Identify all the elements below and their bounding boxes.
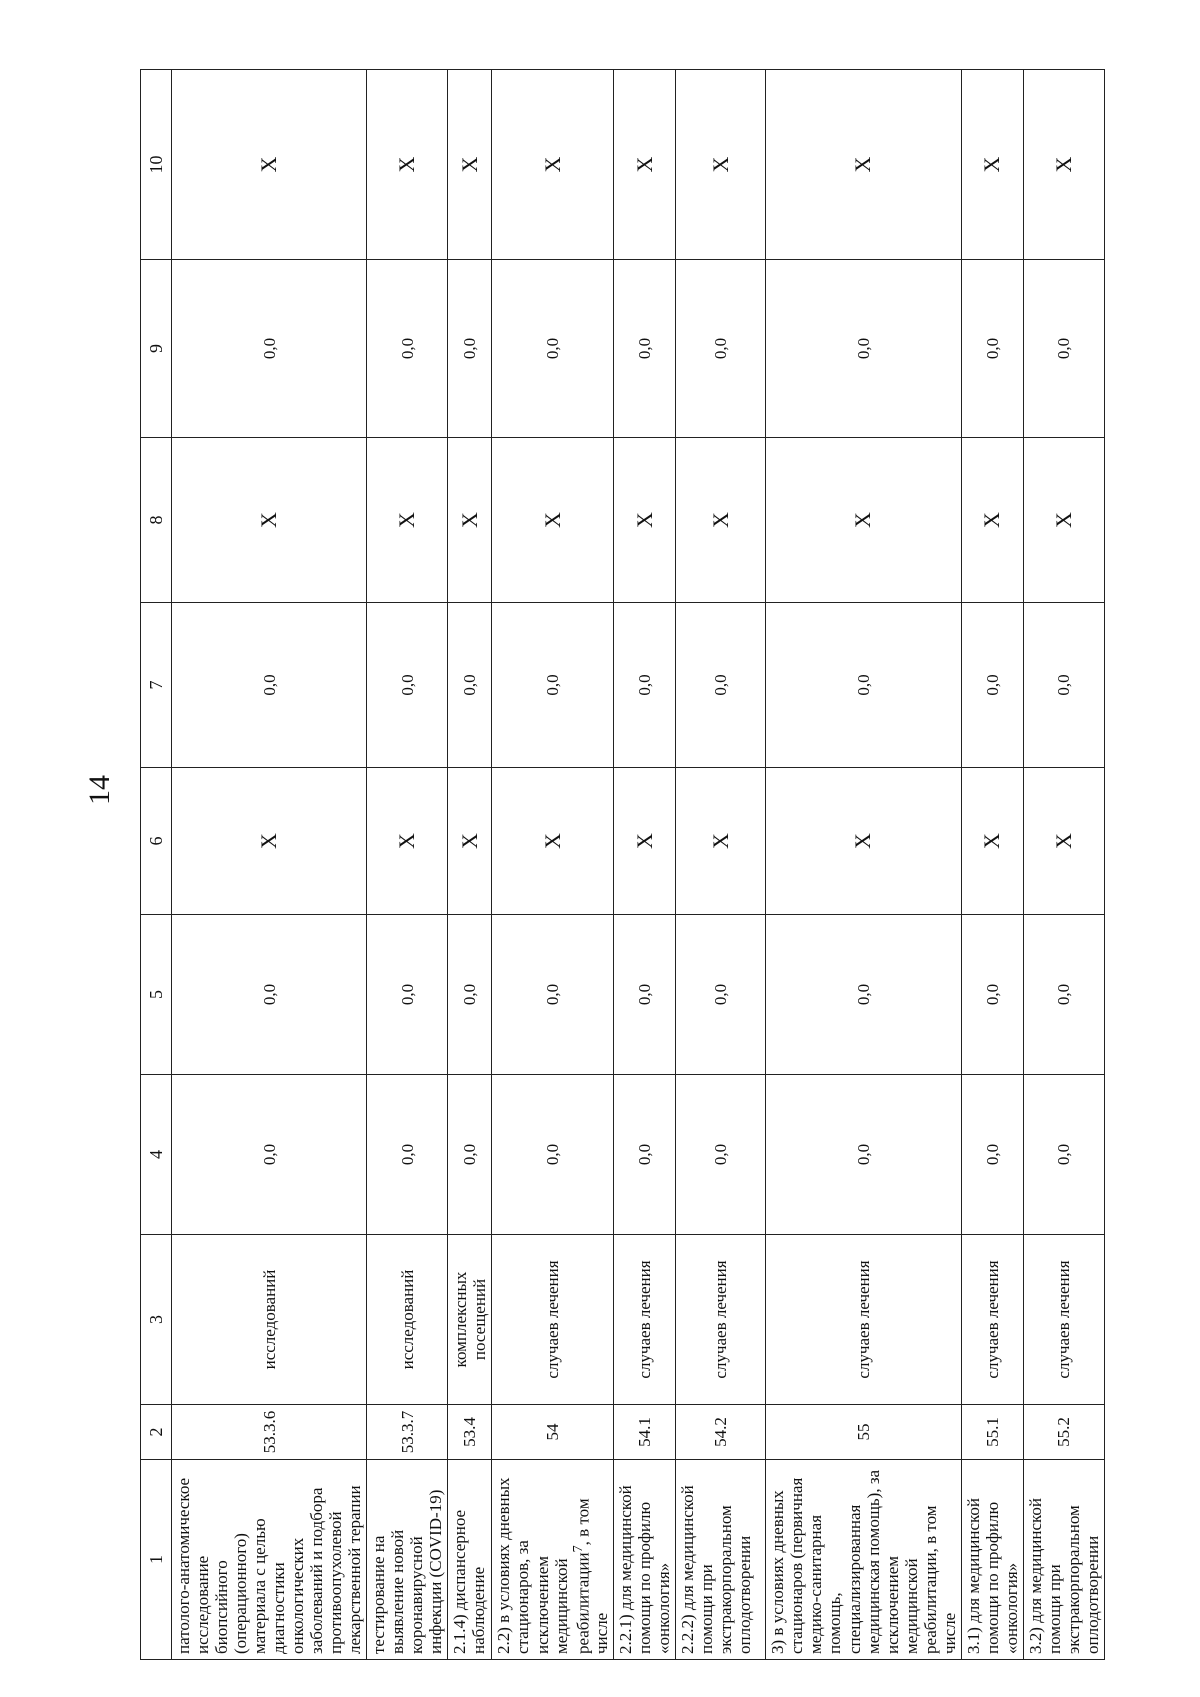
row-name-text: 2.1.4) диспансерное наблюдение	[450, 1509, 489, 1654]
value-col10: X	[614, 70, 676, 260]
row-code: 54	[492, 1405, 614, 1460]
page-number: 14	[83, 775, 116, 805]
column-number: 2	[141, 1405, 172, 1460]
row-code: 53.3.7	[367, 1405, 448, 1460]
row-name	[1023, 1460, 1104, 1660]
value-col7: 0,0	[766, 603, 961, 768]
table-row	[448, 70, 492, 1660]
row-name	[448, 1460, 492, 1660]
value-col9: 0,0	[676, 260, 766, 438]
row-name-text: 3.1) для медицинской помощи по профилю «онкология»	[963, 1497, 1021, 1654]
value-col4: 0,0	[367, 1075, 448, 1235]
value-col6: X	[172, 768, 367, 915]
value-col4: 0,0	[172, 1075, 367, 1235]
value-col6: X	[367, 768, 448, 915]
value-col7: 0,0	[1023, 603, 1104, 768]
value-col7: 0,0	[614, 603, 676, 768]
column-number: 4	[141, 1075, 172, 1235]
value-col6: X	[614, 768, 676, 915]
unit-of-measure: случаев лечения	[961, 1235, 1023, 1405]
data-table	[140, 69, 1105, 1660]
value-col6: X	[1023, 768, 1104, 915]
value-col9: 0,0	[448, 260, 492, 438]
row-name-text: 2.2.2) для медицинской помощи при экстракорпоральном оплодотворении	[678, 1485, 755, 1654]
row-name-text: тестирование на выявление новой коронавирусной инфекции (COVID-19)	[369, 1489, 446, 1654]
table-row	[367, 70, 448, 1660]
value-col9: 0,0	[1023, 260, 1104, 438]
value-col5: 0,0	[448, 915, 492, 1075]
unit-of-measure: случаев лечения	[614, 1235, 676, 1405]
value-col8: X	[676, 438, 766, 603]
column-number: 1	[141, 1460, 172, 1660]
value-col5: 0,0	[961, 915, 1023, 1075]
row-name	[614, 1460, 676, 1660]
table-row	[961, 70, 1023, 1660]
value-col9: 0,0	[172, 260, 367, 438]
value-col5: 0,0	[614, 915, 676, 1075]
column-number: 10	[141, 70, 172, 260]
table-row	[172, 70, 367, 1660]
row-code: 55.1	[961, 1405, 1023, 1460]
table-row	[614, 70, 676, 1660]
unit-of-measure: случаев лечения	[492, 1235, 614, 1405]
row-name	[676, 1460, 766, 1660]
value-col8: X	[367, 438, 448, 603]
row-name-text: патолого-анатомическое исследование биопсийного (операционного) материала с целью диагностики онкологических заболеваний и подбора противоопухолевой лекарственной терапии	[174, 1477, 365, 1654]
row-name-text: 3.2) для медицинской помощи при экстракорпоральном оплодотворении	[1025, 1497, 1102, 1654]
value-col4: 0,0	[676, 1075, 766, 1235]
value-col10: X	[172, 70, 367, 260]
column-number: 9	[141, 260, 172, 438]
value-col7: 0,0	[492, 603, 614, 768]
unit-of-measure: случаев лечения	[766, 1235, 961, 1405]
value-col8: X	[492, 438, 614, 603]
value-col9: 0,0	[492, 260, 614, 438]
table-row	[492, 70, 614, 1660]
column-number: 7	[141, 603, 172, 768]
row-name	[766, 1460, 961, 1660]
row-name	[961, 1460, 1023, 1660]
column-number-row	[141, 70, 172, 1660]
row-code: 55.2	[1023, 1405, 1104, 1460]
unit-of-measure: случаев лечения	[676, 1235, 766, 1405]
value-col7: 0,0	[961, 603, 1023, 768]
value-col8: X	[1023, 438, 1104, 603]
value-col5: 0,0	[676, 915, 766, 1075]
column-number: 3	[141, 1235, 172, 1405]
row-name	[367, 1460, 448, 1660]
value-col8: X	[766, 438, 961, 603]
value-col10: X	[961, 70, 1023, 260]
value-col4: 0,0	[492, 1075, 614, 1235]
value-col6: X	[961, 768, 1023, 915]
row-code: 53.4	[448, 1405, 492, 1460]
value-col6: X	[676, 768, 766, 915]
value-col9: 0,0	[766, 260, 961, 438]
value-col6: X	[448, 768, 492, 915]
value-col4: 0,0	[614, 1075, 676, 1235]
unit-of-measure: исследований	[367, 1235, 448, 1405]
value-col10: X	[676, 70, 766, 260]
value-col10: X	[492, 70, 614, 260]
value-col7: 0,0	[172, 603, 367, 768]
row-name-tail: , в том числе	[573, 1498, 612, 1654]
value-col4: 0,0	[766, 1075, 961, 1235]
row-code: 53.3.6	[172, 1405, 367, 1460]
value-col6: X	[492, 768, 614, 915]
row-name	[172, 1460, 367, 1660]
unit-of-measure: случаев лечения	[1023, 1235, 1104, 1405]
value-col4: 0,0	[1023, 1075, 1104, 1235]
value-col8: X	[448, 438, 492, 603]
value-col7: 0,0	[448, 603, 492, 768]
value-col6: X	[766, 768, 961, 915]
value-col5: 0,0	[766, 915, 961, 1075]
value-col5: 0,0	[1023, 915, 1104, 1075]
value-col7: 0,0	[367, 603, 448, 768]
value-col4: 0,0	[448, 1075, 492, 1235]
row-name	[492, 1460, 614, 1660]
unit-of-measure: исследований	[172, 1235, 367, 1405]
value-col4: 0,0	[961, 1075, 1023, 1235]
value-col7: 0,0	[676, 603, 766, 768]
value-col5: 0,0	[492, 915, 614, 1075]
value-col10: X	[1023, 70, 1104, 260]
row-name-text: 2.2) в условиях дневных стационаров, за исключением медицинской реабилитации	[494, 1477, 593, 1654]
table-row	[676, 70, 766, 1660]
row-code: 54.1	[614, 1405, 676, 1460]
row-code: 54.2	[676, 1405, 766, 1460]
row-name-text: 2.2.1) для медицинской помощи по профилю «онкология»	[616, 1485, 674, 1654]
value-col10: X	[367, 70, 448, 260]
row-code: 55	[766, 1405, 961, 1460]
value-col5: 0,0	[367, 915, 448, 1075]
value-col8: X	[614, 438, 676, 603]
unit-of-measure: комплексных посещений	[448, 1235, 492, 1405]
value-col9: 0,0	[614, 260, 676, 438]
table-row	[766, 70, 961, 1660]
column-number: 8	[141, 438, 172, 603]
value-col9: 0,0	[961, 260, 1023, 438]
column-number: 5	[141, 915, 172, 1075]
value-col8: X	[961, 438, 1023, 603]
rotated-table-container	[140, 70, 1100, 1660]
value-col5: 0,0	[172, 915, 367, 1075]
value-col10: X	[448, 70, 492, 260]
footnote-marker: 7	[569, 1545, 586, 1553]
value-col10: X	[766, 70, 961, 260]
row-name-text: 3) в условиях дневных стационаров (первичная медико-санитарная помощь, специализированная медицинская помощь), за исключением медицинской реабилитации, в том числе	[768, 1469, 959, 1654]
value-col9: 0,0	[367, 260, 448, 438]
value-col8: X	[172, 438, 367, 603]
table-row	[1023, 70, 1104, 1660]
column-number: 6	[141, 768, 172, 915]
